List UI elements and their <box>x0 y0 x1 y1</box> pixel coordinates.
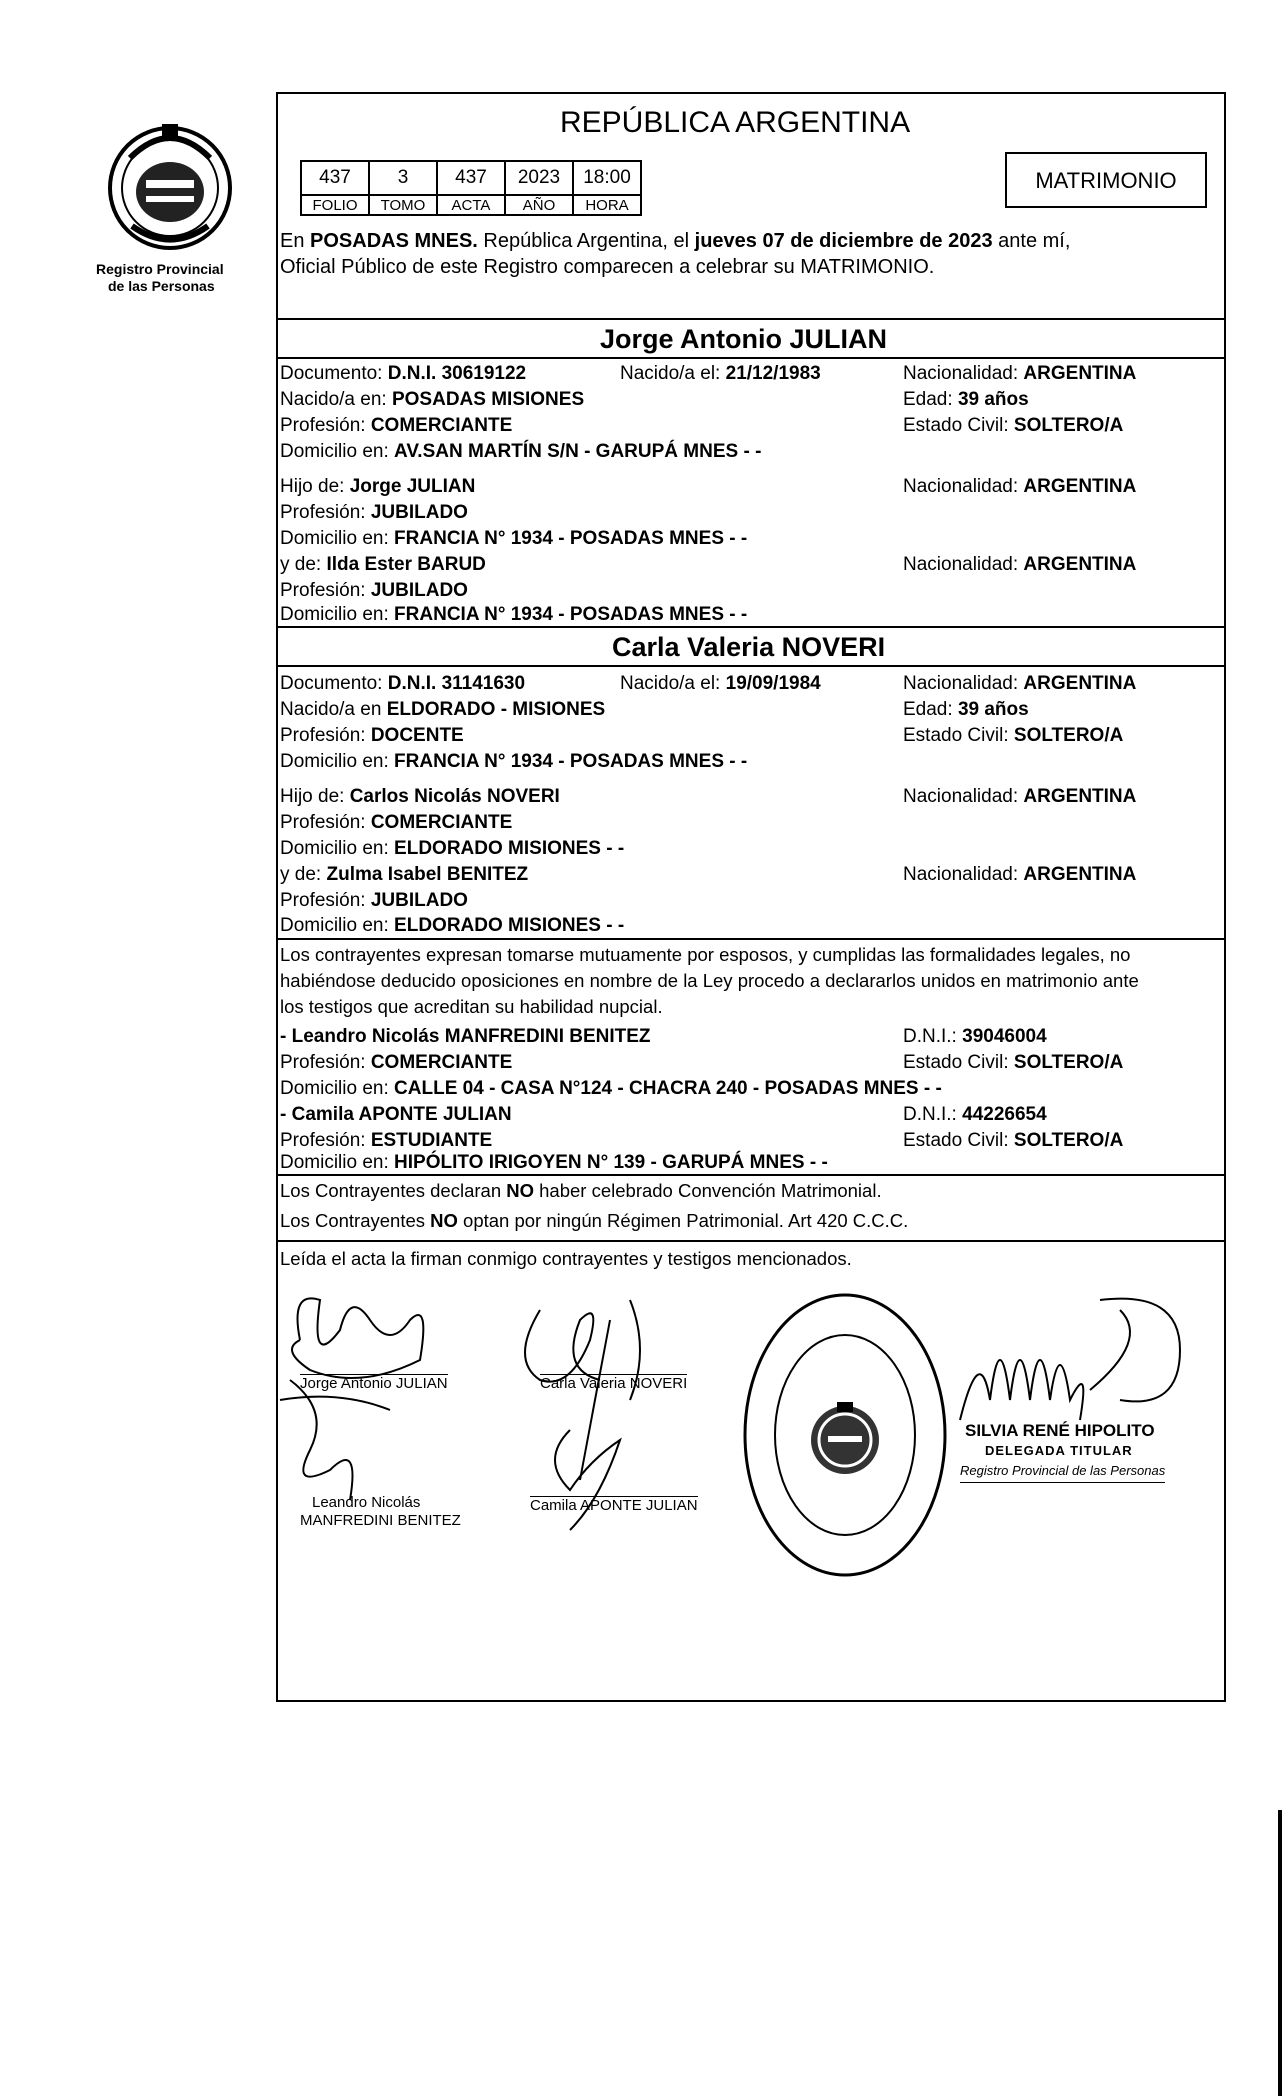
c2-mother-addr-label: Domicilio en: <box>280 915 389 936</box>
w2-addr-label: Domicilio en: <box>280 1152 389 1173</box>
c2-civil-row <box>903 725 1123 747</box>
c2-mother-row <box>280 864 528 886</box>
c1-father-prof-row <box>280 502 468 524</box>
official-seal <box>740 1290 950 1580</box>
c1-mother-nat-row <box>903 554 1136 576</box>
c2-mother-addr: ELDORADO MISIONES - - <box>394 915 625 936</box>
tomo-label: TOMO <box>369 195 437 215</box>
c2-father-prof: COMERCIANTE <box>370 812 513 833</box>
c2-father-label: Hijo de: <box>280 786 345 807</box>
c1-father-prof: JUBILADO <box>370 502 468 523</box>
intro-line2: Oficial Público de este Registro comparecen a celebrar su MATRIMONIO. <box>280 256 935 278</box>
witness1-addr-row <box>280 1078 942 1100</box>
c2-civil: SOLTERO/A <box>1013 725 1124 746</box>
official-name: SILVIA RENÉ HIPOLITO <box>965 1421 1155 1440</box>
c2-father: Carlos Nicolás NOVERI <box>349 786 560 807</box>
c1-addr-label: Domicilio en: <box>280 441 389 462</box>
c2-age: 39 años <box>957 699 1029 720</box>
w1-dni-label: D.N.I.: <box>903 1026 957 1047</box>
w2-addr: HIPÓLITO IRIGOYEN N° 139 - GARUPÁ MNES - - <box>394 1152 828 1173</box>
divider <box>276 938 1226 940</box>
anio-value: 2023 <box>505 161 573 195</box>
w2-civil: SOLTERO/A <box>1013 1130 1124 1151</box>
c1-mother: Ilda Ester BARUD <box>326 554 486 575</box>
c1-age: 39 años <box>957 389 1029 410</box>
c2-born: ELDORADO - MISIONES <box>386 699 606 720</box>
c1-father-addr: FRANCIA N° 1934 - POSADAS MNES - - <box>394 528 748 549</box>
witness1-prof-row <box>280 1052 512 1074</box>
c2-mother-prof: JUBILADO <box>370 890 468 911</box>
w1-addr: CALLE 04 - CASA N°124 - CHACRA 240 - POSADAS MNES - - <box>394 1078 942 1099</box>
certificate-type: MATRIMONIO <box>1005 152 1207 208</box>
c2-mother-nat-row <box>903 864 1136 886</box>
w1-addr-label: Domicilio en: <box>280 1078 389 1099</box>
province-emblem-icon <box>100 118 240 258</box>
c2-father-addr: ELDORADO MISIONES - - <box>394 838 625 859</box>
witness2-name: - Camila APONTE JULIAN <box>280 1104 512 1125</box>
seal-icon <box>740 1290 950 1580</box>
divider <box>276 626 1226 628</box>
conv2-a: Los Contrayentes <box>280 1210 431 1231</box>
tomo-value: 3 <box>369 161 437 195</box>
c1-born-row <box>280 389 584 411</box>
c2-doc-label: Documento: <box>280 673 383 694</box>
c2-birth-row <box>620 673 821 695</box>
anio-label: AÑO <box>505 195 573 215</box>
intro-line1 <box>280 230 1070 252</box>
c2-nat-row <box>903 673 1136 695</box>
logo-caption-line1: Registro Provincial <box>96 261 224 277</box>
w2-civil-label: Estado Civil: <box>903 1130 1009 1151</box>
c2-birth-label: Nacido/a el: <box>620 673 721 694</box>
c2-nat-label: Nacionalidad: <box>903 673 1019 694</box>
acta-value: 437 <box>437 161 505 195</box>
sig4-name: Camila APONTE JULIAN <box>530 1497 698 1514</box>
c2-prof: DOCENTE <box>370 725 464 746</box>
c2-father-addr-row <box>280 838 624 860</box>
divider <box>276 1240 1226 1242</box>
c1-birth-row <box>620 363 821 385</box>
c1-father-nat-label: Nacionalidad: <box>903 476 1019 497</box>
signature-line-1 <box>300 1374 448 1392</box>
hora-label: HORA <box>573 195 641 215</box>
c2-mother-nat-label: Nacionalidad: <box>903 864 1019 885</box>
c1-father-addr-label: Domicilio en: <box>280 528 389 549</box>
c2-civil-label: Estado Civil: <box>903 725 1009 746</box>
signature-line-3b: MANFREDINI BENITEZ <box>300 1512 461 1529</box>
witness2-addr-row <box>280 1152 828 1174</box>
convention-line1 <box>280 1180 882 1202</box>
signature-line-4 <box>530 1496 698 1514</box>
w1-prof: COMERCIANTE <box>370 1052 513 1073</box>
intro-place: POSADAS MNES. <box>310 230 478 252</box>
intro-date: jueves 07 de diciembre de 2023 <box>694 230 993 252</box>
signature-line-2 <box>540 1374 687 1392</box>
c2-father-prof-row <box>280 812 512 834</box>
c1-mother-addr-label: Domicilio en: <box>280 604 389 625</box>
c2-doc-row <box>280 673 525 695</box>
c2-mother-prof-label: Profesión: <box>280 890 366 911</box>
w1-dni: 39046004 <box>962 1026 1047 1047</box>
c1-father-addr-row <box>280 528 747 550</box>
c1-father-row <box>280 476 475 498</box>
c1-civil-label: Estado Civil: <box>903 415 1009 436</box>
c1-birth-label: Nacido/a el: <box>620 363 721 384</box>
c1-civil: SOLTERO/A <box>1013 415 1124 436</box>
c2-father-addr-label: Domicilio en: <box>280 838 389 859</box>
sig2-name: Carla Valeria NOVERI <box>540 1375 688 1392</box>
c1-father-prof-label: Profesión: <box>280 502 366 523</box>
logo-caption-line2: de las Personas <box>108 278 215 294</box>
c1-mother-prof-label: Profesión: <box>280 580 366 601</box>
official-signature-icon <box>950 1280 1210 1440</box>
w2-prof-label: Profesión: <box>280 1130 366 1151</box>
c1-civil-row <box>903 415 1123 437</box>
c1-doc: D.N.I. 30619122 <box>387 363 527 384</box>
c1-prof-row <box>280 415 512 437</box>
official-office: Registro Provincial de las Personas <box>960 1460 1165 1483</box>
divider <box>276 665 1226 667</box>
registry-table <box>300 160 642 216</box>
c2-age-row <box>903 699 1029 721</box>
c1-age-label: Edad: <box>903 389 953 410</box>
c1-mother-nat: ARGENTINA <box>1023 554 1137 575</box>
divider <box>276 318 1226 320</box>
conv2-c: optan por ningún Régimen Patrimonial. Art 420 C.C.C. <box>457 1210 909 1231</box>
w1-civil-label: Estado Civil: <box>903 1052 1009 1073</box>
c1-mother-addr-row <box>280 604 747 626</box>
c1-born-label: Nacido/a en: <box>280 389 387 410</box>
c1-addr-row <box>280 441 761 463</box>
c2-father-row <box>280 786 560 808</box>
c2-born-label: Nacido/a en <box>280 699 382 720</box>
convention-line2 <box>280 1210 908 1232</box>
c2-birth: 19/09/1984 <box>725 673 821 694</box>
witness2-dni-row <box>903 1104 1047 1126</box>
c1-mother-row <box>280 554 486 576</box>
c2-mother-addr-row <box>280 915 624 937</box>
c1-nat-label: Nacionalidad: <box>903 363 1019 384</box>
c2-age-label: Edad: <box>903 699 953 720</box>
c2-addr: FRANCIA N° 1934 - POSADAS MNES - - <box>394 751 748 772</box>
witness2-civil-row <box>903 1130 1123 1152</box>
hora-value: 18:00 <box>573 161 641 195</box>
c2-addr-label: Domicilio en: <box>280 751 389 772</box>
witness1-dni-row <box>903 1026 1047 1048</box>
witness2-prof-row <box>280 1130 492 1152</box>
sig1-name: Jorge Antonio JULIAN <box>300 1375 448 1392</box>
declaration-line2: habiéndose deducido oposiciones en nombre de la Ley procedo a declararlos unidos en matrimonio ante <box>280 970 1139 991</box>
intro-text-c: ante mí, <box>992 230 1071 252</box>
c1-addr: AV.SAN MARTÍN S/N - GARUPÁ MNES - - <box>394 441 762 462</box>
c1-prof: COMERCIANTE <box>370 415 513 436</box>
country-title: REPÚBLICA ARGENTINA <box>560 106 911 139</box>
w1-civil: SOLTERO/A <box>1013 1052 1124 1073</box>
w1-prof-label: Profesión: <box>280 1052 366 1073</box>
c2-born-row <box>280 699 605 721</box>
c1-birth: 21/12/1983 <box>725 363 821 384</box>
folio-value: 437 <box>301 161 369 195</box>
w2-prof: ESTUDIANTE <box>370 1130 493 1151</box>
c2-mother-label: y de: <box>280 864 322 885</box>
c1-mother-nat-label: Nacionalidad: <box>903 554 1019 575</box>
c2-father-nat-label: Nacionalidad: <box>903 786 1019 807</box>
acta-label: ACTA <box>437 195 505 215</box>
c1-doc-label: Documento: <box>280 363 383 384</box>
c1-nat-row <box>903 363 1136 385</box>
c2-father-prof-label: Profesión: <box>280 812 366 833</box>
registry-logo <box>100 118 240 258</box>
c2-prof-row <box>280 725 464 747</box>
scan-edge-mark <box>1278 1810 1282 2096</box>
c1-born: POSADAS MISIONES <box>391 389 585 410</box>
c1-age-row <box>903 389 1029 411</box>
c1-mother-prof-row <box>280 580 468 602</box>
c2-father-nat: ARGENTINA <box>1023 786 1137 807</box>
c1-father-label: Hijo de: <box>280 476 345 497</box>
declaration-line1: Los contrayentes expresan tomarse mutuamente por esposos, y cumplidas las formalidades legales, no <box>280 944 1131 965</box>
signature-line-3a: Leandro Nicolás <box>312 1494 421 1511</box>
c1-mother-prof: JUBILADO <box>370 580 468 601</box>
c1-mother-label: y de: <box>280 554 322 575</box>
witness1-civil-row <box>903 1052 1123 1074</box>
declaration-line3: los testigos que acreditan su habilidad nupcial. <box>280 996 663 1017</box>
c1-prof-label: Profesión: <box>280 415 366 436</box>
c2-nat: ARGENTINA <box>1023 673 1137 694</box>
c2-prof-label: Profesión: <box>280 725 366 746</box>
c2-mother-nat: ARGENTINA <box>1023 864 1137 885</box>
c2-addr-row <box>280 751 747 773</box>
conv1-a: Los Contrayentes declaran <box>280 1180 507 1201</box>
c2-father-nat-row <box>903 786 1136 808</box>
c1-father-nat: ARGENTINA <box>1023 476 1137 497</box>
contrayente2-name: Carla Valeria NOVERI <box>612 632 886 662</box>
signatures-intro: Leída el acta la firman conmigo contrayentes y testigos mencionados. <box>280 1248 852 1269</box>
divider <box>276 357 1226 359</box>
intro-text-b: República Argentina, el <box>477 230 695 252</box>
w2-dni: 44226654 <box>962 1104 1047 1125</box>
c2-mother-prof-row <box>280 890 468 912</box>
w2-dni-label: D.N.I.: <box>903 1104 957 1125</box>
official-role: DELEGADA TITULAR <box>985 1443 1133 1458</box>
contrayente1-name: Jorge Antonio JULIAN <box>600 324 887 354</box>
c2-mother: Zulma Isabel BENITEZ <box>326 864 529 885</box>
c1-nat: ARGENTINA <box>1023 363 1137 384</box>
folio-label: FOLIO <box>301 195 369 215</box>
c1-father: Jorge JULIAN <box>349 476 476 497</box>
c1-mother-addr: FRANCIA N° 1934 - POSADAS MNES - - <box>394 604 748 625</box>
conv2-b: NO <box>430 1210 458 1231</box>
witness1-name: - Leandro Nicolás MANFREDINI BENITEZ <box>280 1026 651 1047</box>
intro-text-a: En <box>280 230 311 252</box>
conv1-b: NO <box>506 1180 534 1201</box>
c1-doc-row <box>280 363 526 385</box>
c1-father-nat-row <box>903 476 1136 498</box>
c2-doc: D.N.I. 31141630 <box>387 673 526 694</box>
divider <box>276 1174 1226 1176</box>
conv1-c: haber celebrado Convención Matrimonial. <box>534 1180 882 1201</box>
